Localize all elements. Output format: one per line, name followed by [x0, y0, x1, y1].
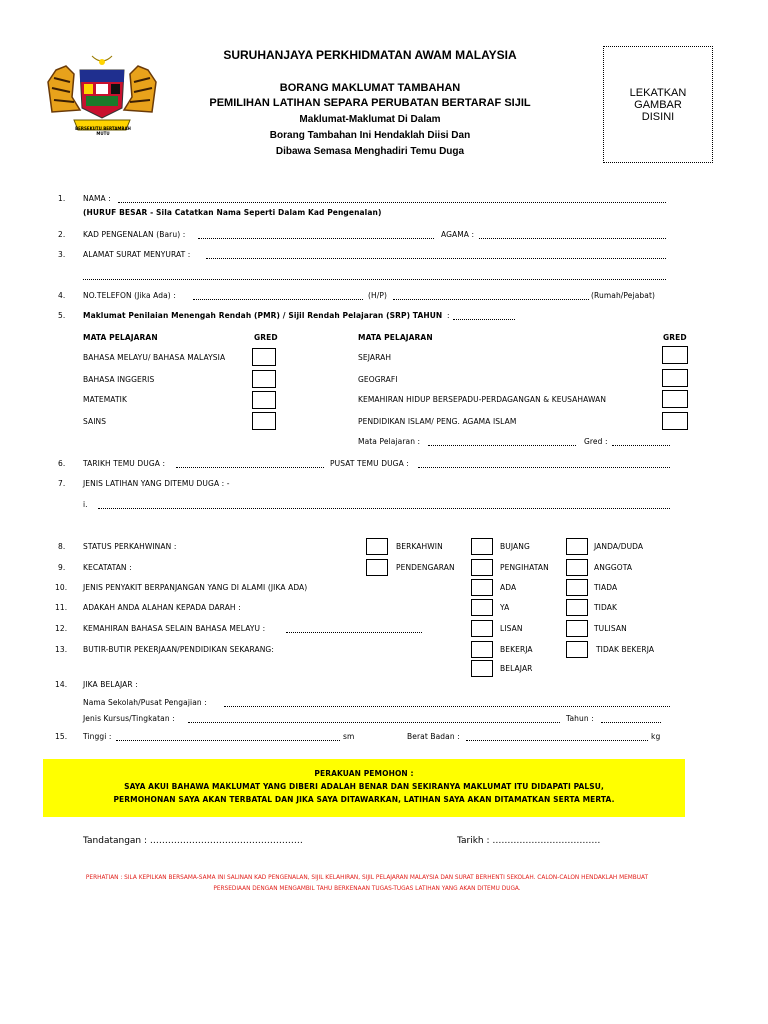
- training-type-field[interactable]: [98, 499, 670, 509]
- address-field-1[interactable]: [206, 249, 666, 259]
- weight-unit: kg: [651, 732, 661, 741]
- form-instruction-3: Dibawa Semasa Menghadiri Temu Duga: [275, 146, 465, 157]
- subject-right: GEOGRAFI: [358, 375, 398, 384]
- height-unit: sm: [343, 732, 355, 741]
- blood-allergy-label: ADAKAH ANDA ALAHAN KEPADA DARAH :: [83, 603, 241, 612]
- weight-label: Berat Badan :: [407, 732, 460, 741]
- course-label: Jenis Kursus/Tingkatan :: [83, 714, 175, 723]
- grade-box[interactable]: [662, 369, 688, 387]
- weight-field[interactable]: [466, 731, 648, 741]
- interview-date-field[interactable]: [176, 458, 324, 468]
- item-number: 5.: [58, 311, 66, 320]
- allergy-yes-checkbox[interactable]: [471, 599, 493, 616]
- pmr-colon: :: [447, 311, 450, 320]
- widowed-checkbox[interactable]: [566, 538, 588, 555]
- item-number: 9.: [58, 563, 66, 572]
- training-item-number: i.: [83, 500, 88, 509]
- address-field-2[interactable]: [83, 270, 666, 280]
- phone-label: NO.TELEFON (Jika Ada) :: [83, 291, 176, 300]
- not-working-label: TIDAK BEKERJA: [596, 645, 655, 654]
- language-field[interactable]: [286, 623, 422, 633]
- pmr-label: Maklumat Penilaian Menengah Rendah (PMR) / Sijil Rendah Pelajaran (SRP) TAHUN: [83, 311, 443, 320]
- attention-note-2: PERSEDIAAN DENGAN MENGAMBIL TAHU BERKENAAN TUGAS-TUGAS LATIHAN YANG AKAN DITEMU DUGA.: [213, 886, 521, 892]
- disease-no-label: TIADA: [594, 583, 618, 592]
- chronic-disease-label: JENIS PENYAKIT BERPANJANGAN YANG DI ALAMI (JIKA ADA): [83, 583, 308, 592]
- oral-checkbox[interactable]: [471, 620, 493, 637]
- photo-line-1: LEKATKAN: [629, 87, 687, 99]
- signature-field[interactable]: Tandatangan : ……………………………………………: [83, 836, 303, 846]
- item-number: 10.: [55, 583, 68, 592]
- address-label: ALAMAT SURAT MENYURAT :: [83, 250, 191, 259]
- not-working-checkbox[interactable]: [566, 641, 588, 658]
- studying-label: BELAJAR: [500, 664, 533, 673]
- other-subject-field[interactable]: [428, 436, 576, 446]
- sight-checkbox[interactable]: [471, 559, 493, 576]
- item-number: 13.: [55, 645, 68, 654]
- school-label: Nama Sekolah/Pusat Pengajian :: [83, 698, 207, 707]
- language-label: KEMAHIRAN BAHASA SELAIN BAHASA MELAYU :: [83, 624, 266, 633]
- malaysia-crest-icon: [46, 52, 158, 134]
- height-label: Tinggi :: [83, 732, 112, 741]
- married-label: BERKAHWIN: [396, 542, 443, 551]
- grade-box[interactable]: [662, 346, 688, 364]
- declaration-box: [43, 759, 685, 817]
- subject-right: KEMAHIRAN HIDUP BERSEPADU-PERDAGANGAN & KEUSAHAWAN: [358, 395, 607, 404]
- oral-label: LISAN: [500, 624, 523, 633]
- grade-box[interactable]: [662, 412, 688, 430]
- interview-date-label: TARIKH TEMU DUGA :: [83, 459, 166, 468]
- item-number: 4.: [58, 291, 66, 300]
- interview-centre-label: PUSAT TEMU DUGA :: [330, 459, 409, 468]
- year-field[interactable]: [601, 713, 661, 723]
- other-grade-field[interactable]: [612, 436, 670, 446]
- sight-label: PENGIHATAN: [500, 563, 549, 572]
- subject-header-left: MATA PELAJARAN: [83, 333, 158, 342]
- grade-box[interactable]: [252, 412, 276, 430]
- item-number: 11.: [55, 603, 68, 612]
- interview-centre-field[interactable]: [418, 458, 670, 468]
- disability-label: KECATATAN :: [83, 563, 132, 572]
- grade-box[interactable]: [252, 391, 276, 409]
- item-number: 14.: [55, 680, 68, 689]
- phone-field[interactable]: [193, 290, 363, 300]
- year-label: Tahun :: [566, 714, 594, 723]
- item-number: 7.: [58, 479, 66, 488]
- allergy-no-label: TIDAK: [594, 603, 617, 612]
- subject-left: BAHASA INGGERIS: [83, 375, 155, 384]
- declaration-title: PERAKUAN PEMOHON :: [314, 769, 414, 778]
- limb-checkbox[interactable]: [566, 559, 588, 576]
- ic-label: KAD PENGENALAN (Baru) :: [83, 230, 186, 239]
- nama-field[interactable]: [118, 193, 666, 203]
- item-number: 1.: [58, 194, 66, 203]
- other-subject-label: Mata Pelajaran :: [358, 437, 421, 446]
- item-number: 6.: [58, 459, 66, 468]
- studying-checkbox[interactable]: [471, 660, 493, 677]
- attention-note-1: PERHATIAN : SILA KEPILKAN BERSAMA-SAMA INI SALINAN KAD PENGENALAN, SIJIL KELAHIRAN, SIJIL PELAJARAN MALAYSIA DAN SURAT BERHENTI SEKOLAH. CALON-CALON HENDAKLAH MEMBUAT: [85, 875, 649, 881]
- single-label: BUJANG: [500, 542, 530, 551]
- married-checkbox[interactable]: [366, 538, 388, 555]
- disease-yes-label: ADA: [500, 583, 517, 592]
- subject-header-right: MATA PELAJARAN: [358, 333, 433, 342]
- item-number: 8.: [58, 542, 66, 551]
- limb-label: ANGGOTA: [594, 563, 633, 572]
- training-type-label: JENIS LATIHAN YANG DITEMU DUGA : -: [83, 479, 230, 488]
- disease-no-checkbox[interactable]: [566, 579, 588, 596]
- subject-left: BAHASA MELAYU/ BAHASA MALAYSIA: [83, 353, 226, 362]
- if-studying-label: JIKA BELAJAR :: [83, 680, 138, 689]
- working-label: BEKERJA: [500, 645, 533, 654]
- written-checkbox[interactable]: [566, 620, 588, 637]
- date-field[interactable]: Tarikh : ………………………………: [457, 836, 601, 846]
- nama-note: (HURUF BESAR - Sila Catatkan Nama Seperti Dalam Kad Pengenalan): [83, 208, 382, 217]
- allergy-no-checkbox[interactable]: [566, 599, 588, 616]
- grade-box[interactable]: [252, 348, 276, 366]
- working-checkbox[interactable]: [471, 641, 493, 658]
- form-instruction-1: Maklumat-Maklumat Di Dalam: [299, 114, 441, 125]
- widowed-label: JANDA/DUDA: [594, 542, 644, 551]
- grade-header-left: GRED: [254, 333, 278, 342]
- single-checkbox[interactable]: [471, 538, 493, 555]
- other-grade-label: Gred :: [584, 437, 608, 446]
- written-label: TULISAN: [594, 624, 627, 633]
- item-number: 15.: [55, 732, 68, 741]
- allergy-yes-label: YA: [500, 603, 510, 612]
- photo-placeholder[interactable]: [603, 46, 713, 163]
- item-number: 12.: [55, 624, 68, 633]
- item-number: 2.: [58, 230, 66, 239]
- marital-status-label: STATUS PERKAHWINAN :: [83, 542, 177, 551]
- subject-right: SEJARAH: [358, 353, 392, 362]
- hearing-label: PENDENGARAN: [396, 563, 455, 572]
- grade-box[interactable]: [662, 390, 688, 408]
- photo-line-3: DISINI: [641, 111, 675, 123]
- school-field[interactable]: [224, 697, 670, 707]
- photo-line-2: GAMBAR: [634, 99, 682, 111]
- grade-header-right: GRED: [663, 333, 687, 342]
- agama-field[interactable]: [479, 229, 666, 239]
- course-field[interactable]: [188, 713, 560, 723]
- agama-label: AGAMA :: [441, 230, 475, 239]
- hearing-checkbox[interactable]: [366, 559, 388, 576]
- subject-right: PENDIDIKAN ISLAM/ PENG. AGAMA ISLAM: [358, 417, 517, 426]
- nama-label: NAMA :: [83, 194, 111, 203]
- pmr-year-field[interactable]: [453, 310, 515, 320]
- item-number: 3.: [58, 250, 66, 259]
- form-title: BORANG MAKLUMAT TAMBAHAN: [279, 82, 461, 94]
- ic-field[interactable]: [198, 229, 434, 239]
- subject-left: SAINS: [83, 417, 107, 426]
- hp-field[interactable]: [393, 290, 589, 300]
- height-field[interactable]: [116, 731, 340, 741]
- grade-box[interactable]: [252, 370, 276, 388]
- occupation-label: BUTIR-BUTIR PEKERJAAN/PENDIDIKAN SEKARANG:: [83, 645, 274, 654]
- hp-label: (H/P): [368, 291, 388, 300]
- declaration-line-2: PERMOHONAN SAYA AKAN TERBATAL DAN JIKA SAYA DITAWARKAN, LATIHAN SAYA AKAN DITAMATKAN SERTA MERTA.: [113, 795, 615, 804]
- house-office-label: (Rumah/Pejabat): [591, 291, 656, 300]
- form-subtitle: PEMILIHAN LATIHAN SEPARA PERUBATAN BERTARAF SIJIL: [209, 97, 531, 109]
- declaration-line-1: SAYA AKUI BAHAWA MAKLUMAT YANG DIBERI ADALAH BENAR DAN SEKIRANYA MAKLUMAT ITU DIDAPATI PALSU,: [124, 782, 604, 791]
- org-title: SURUHANJAYA PERKHIDMATAN AWAM MALAYSIA: [223, 48, 517, 62]
- form-instruction-2: Borang Tambahan Ini Hendaklah Diisi Dan: [269, 130, 471, 141]
- crest-motto: BERSEKUTU BERTAMBAH MUTU: [75, 126, 131, 136]
- subject-left: MATEMATIK: [83, 395, 127, 404]
- disease-yes-checkbox[interactable]: [471, 579, 493, 596]
